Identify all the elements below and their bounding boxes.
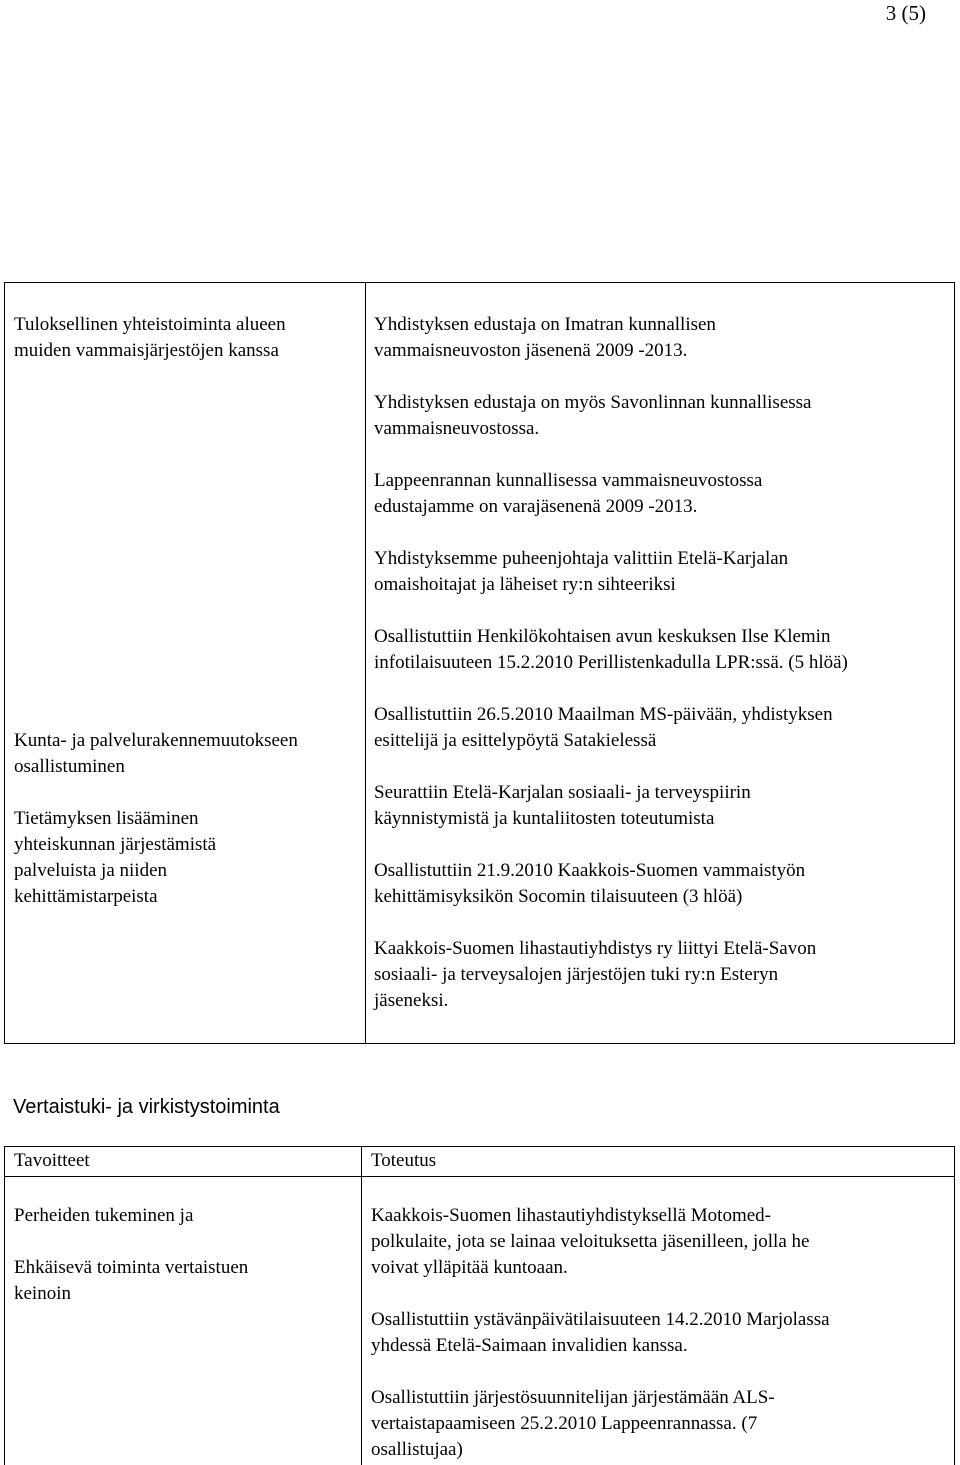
activity-paragraph: Osallistuttiin Henkilökohtaisen avun keskuksen Ilse Klemin infotilaisuuteen 15.2.2010 Perillistenkadulla LPR:ssä. (5 hlöä) — [374, 626, 848, 673]
activity-paragraph: Yhdistyksen edustaja on myös Savonlinnan kunnallisessa vammaisneuvostossa. — [374, 392, 812, 439]
activity-paragraph: Osallistuttiin 26.5.2010 Maailman MS-päivään, yhdistyksen esittelijä ja esittelypöytä Satakielessä — [374, 704, 833, 751]
header-implementation: Toteutus — [362, 1147, 955, 1177]
page-number: 3 (5) — [885, 1, 926, 25]
goals-cell — [5, 283, 366, 1044]
activities-table — [4, 282, 955, 1044]
goal-prevention: Ehkäisevä toiminta vertaistuen keinoin — [14, 1257, 249, 1304]
header-goals: Tavoitteet — [5, 1147, 362, 1177]
section-heading: Vertaistuki- ja virkistystoiminta — [13, 1096, 280, 1118]
goal-knowledge: Tietämyksen lisääminen yhteiskunnan järjestämistä palveluista ja niiden kehittämistarpeista — [14, 808, 217, 907]
goals-cell — [5, 1177, 362, 1465]
goal-family-support: Perheiden tukeminen ja — [14, 1205, 194, 1226]
goal-municipal-reform: Kunta- ja palvelurakennemuutokseen osallistuminen — [14, 730, 298, 777]
activity-paragraph: Osallistuttiin järjestösuunnitelijan järjestämään ALS- vertaistapaamiseen 25.2.2010 Lappeenrannassa. (7 osallistujaa) — [371, 1387, 775, 1460]
implementation-cell — [362, 1177, 955, 1465]
activity-paragraph: Osallistuttiin ystävänpäivätilaisuuteen 14.2.2010 Marjolassa yhdessä Etelä-Saimaan invalidien kanssa. — [371, 1309, 830, 1356]
goal-cooperation: Tuloksellinen yhteistoiminta alueen muiden vammaisjärjestöjen kanssa — [14, 314, 286, 361]
activity-paragraph: Kaakkois-Suomen lihastautiyhdistyksellä Motomed- polkulaite, jota se lainaa veloituksetta jäsenilleen, jolla he voivat ylläpitää kuntoaan. — [371, 1205, 810, 1278]
activity-paragraph: Yhdistyksen edustaja on Imatran kunnallisen vammaisneuvoston jäsenenä 2009 -2013. — [374, 314, 716, 361]
activity-paragraph: Lappeenrannan kunnallisessa vammaisneuvostossa edustajamme on varajäsenenä 2009 -2013. — [374, 470, 763, 517]
implementation-cell — [366, 283, 955, 1044]
activity-paragraph: Yhdistyksemme puheenjohtaja valittiin Etelä-Karjalan omaishoitajat ja läheiset ry:n sihteeriksi — [374, 548, 789, 595]
peer-support-table — [4, 1146, 955, 1465]
activity-paragraph: Seurattiin Etelä-Karjalan sosiaali- ja terveyspiirin käynnistymistä ja kuntaliitosten toteutumista — [374, 782, 751, 829]
activity-paragraph: Osallistuttiin 21.9.2010 Kaakkois-Suomen vammaistyön kehittämisyksikön Socomin tilaisuuteen (3 hlöä) — [374, 860, 806, 907]
activity-paragraph: Kaakkois-Suomen lihastautiyhdistys ry liittyi Etelä-Savon sosiaali- ja terveysalojen järjestöjen tuki ry:n Esteryn jäseneksi. — [374, 938, 817, 1011]
